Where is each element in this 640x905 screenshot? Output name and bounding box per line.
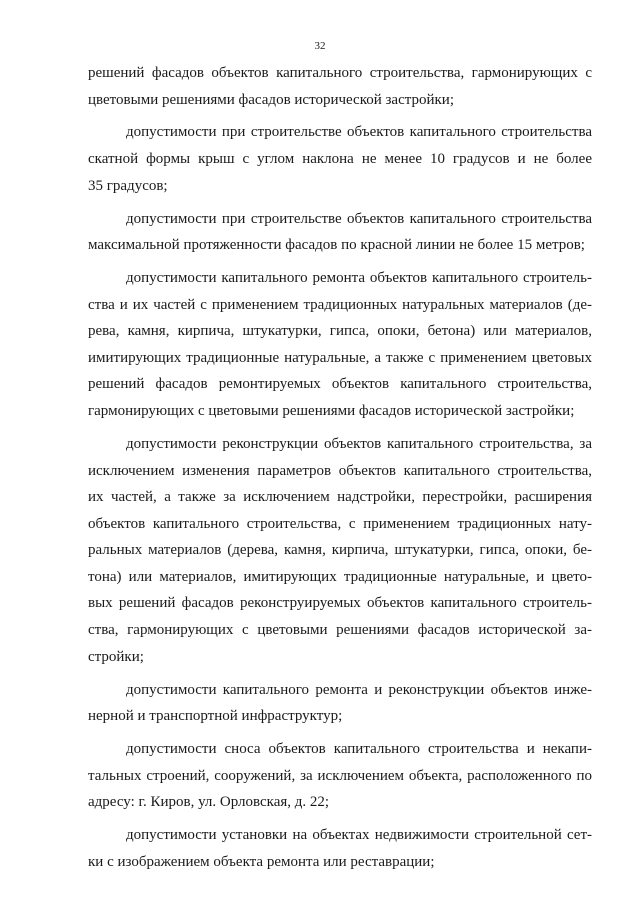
text-line: скатной формы крыш с углом наклона не менее 10 градусов и не более: [88, 151, 592, 168]
text-line: допустимости капитального ремонта и реконструкции объектов инже-: [126, 681, 592, 698]
text-line: ки с изображением объекта ремонта или реставрации;: [88, 853, 435, 870]
text-line: имитирующих традиционные натуральные, а также с применением цветовых: [88, 349, 592, 366]
text-line: нерной и транспортной инфраструктур;: [88, 708, 343, 725]
text-line: решений фасадов ремонтируемых объектов капитального строительства,: [88, 376, 592, 393]
text-line: 35 градусов;: [88, 177, 168, 194]
text-line: объектов капитального строительства, с применением традиционных нату-: [88, 515, 592, 532]
text-line: допустимости установки на объектах недвижимости строительной сет-: [126, 827, 592, 844]
paragraph: [88, 736, 592, 816]
text-line: допустимости реконструкции объектов капитального строительства, за: [126, 435, 592, 452]
text-line: максимальной протяженности фасадов по красной линии не более 15 метров;: [88, 237, 585, 254]
text-line: ральных материалов (дерева, камня, кирпича, штукатурки, гипса, опоки, бе-: [88, 542, 592, 559]
text-line: цветовыми решениями фасадов исторической застройки;: [88, 91, 454, 108]
paragraph: [88, 822, 592, 875]
text-line: допустимости сноса объектов капитального строительства и некапи-: [126, 741, 592, 758]
paragraph: [88, 60, 592, 113]
text-line: рева, камня, кирпича, штукатурки, гипса, опоки, бетона) или материалов,: [88, 323, 592, 340]
paragraph: [88, 431, 592, 670]
paragraph: [88, 265, 592, 425]
text-line: исключением изменения параметров объектов капитального строительства,: [88, 462, 592, 479]
paragraph: [88, 119, 592, 199]
text-line: адресу: г. Киров, ул. Орловская, д. 22;: [88, 794, 330, 811]
paragraph: [88, 206, 592, 259]
text-line: допустимости при строительстве объектов капитального строительства: [126, 210, 592, 227]
text-line: стройки;: [88, 648, 144, 665]
text-line: ства, гармонирующих с цветовыми решениями фасадов исторической за-: [88, 622, 592, 639]
text-line: решений фасадов объектов капитального строительства, гармонирующих с: [88, 65, 592, 81]
text-line: ства и их частей с применением традиционных натуральных материалов (де-: [88, 296, 592, 313]
text-line: тальных строений, сооружений, за исключением объекта, расположенного по: [88, 767, 592, 784]
text-line: вых решений фасадов реконструируемых объектов капитального строитель-: [88, 595, 592, 612]
text-line: гармонирующих с цветовыми решениями фасадов исторической застройки;: [88, 403, 575, 420]
text-line: их частей, а также за исключением надстройки, перестройки, расширения: [88, 489, 592, 506]
page-number: 32: [314, 40, 326, 52]
body-text: [88, 60, 592, 875]
text-line: допустимости при строительстве объектов капитального строительства: [126, 124, 592, 141]
text-line: тона) или материалов, имитирующих традиционные натуральные, и цвето-: [88, 568, 592, 585]
text-line: допустимости капитального ремонта объектов капитального строитель-: [126, 270, 592, 287]
paragraph: [88, 677, 592, 730]
